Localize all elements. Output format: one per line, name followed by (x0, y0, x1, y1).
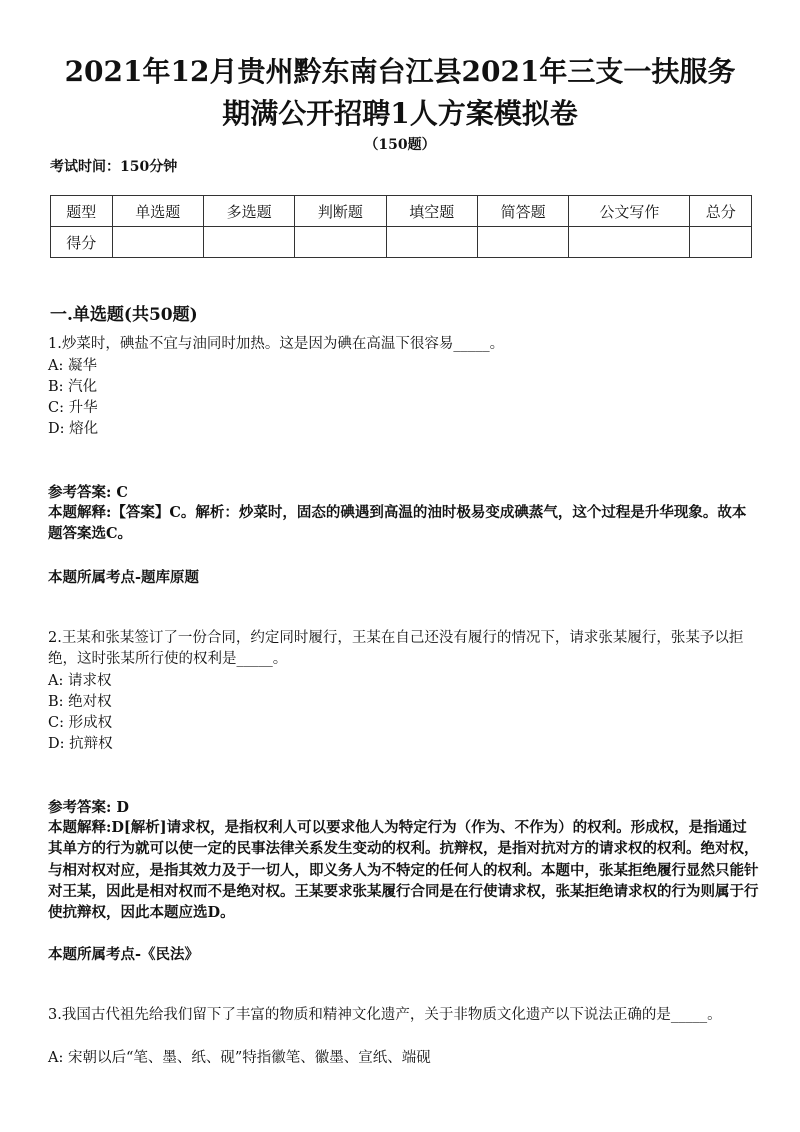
score-table-header: 题型 (51, 196, 113, 227)
question-1-option-d: D: 熔化 (48, 421, 99, 437)
question-2-explanation: 本题解释:D[解析]请求权，是指权利人可以要求他人为特定行为（作为、不作为）的权利。形成权，是指通过其单方的行为就可以使一定的民事法律关系发生变动的权利。抗辩权，是指对抗对方的请求权的权利。绝对权，与相对权对应，是指其效力及于一切人，即义务人为不特定的任何人的权利。本题中，张某拒绝履行显然只能针对王某，因此是相对权而不是绝对权。王某要求张某履行合同是在行使请求权，张某拒绝请求权的行为则属于行使抗辩权，因此本题应选D。 (48, 819, 759, 922)
score-cell (477, 227, 568, 258)
score-table-score-row (51, 227, 752, 258)
score-table-header: 总分 (690, 196, 752, 227)
score-table-header: 单选题 (112, 196, 203, 227)
section-title: 一.单选题(共50题) (50, 305, 198, 325)
score-table-header: 填空题 (386, 196, 477, 227)
score-cell (386, 227, 477, 258)
question-1-text: 1.炒菜时，碘盐不宜与油同时加热。这是因为碘在高温下很容易_____。 (48, 336, 505, 352)
score-cell (295, 227, 386, 258)
score-cell (112, 227, 203, 258)
question-1-answer: 参考答案: C (48, 484, 128, 501)
question-3-option-a: A: 宋朝以后“笔、墨、纸、砚”特指徽笔、徽墨、宣纸、端砚 (48, 1050, 431, 1066)
question-2-option-b: B: 绝对权 (48, 694, 112, 710)
document-title-line2: 期满公开招聘1人方案模拟卷 (222, 97, 578, 130)
question-1-topic: 本题所属考点-题库原题 (48, 569, 200, 586)
question-1-option-a: A: 凝华 (48, 358, 97, 374)
question-2-option-d: D: 抗辩权 (48, 736, 113, 752)
question-count: （150题） (364, 137, 436, 153)
score-table-header: 判断题 (295, 196, 386, 227)
question-3-text: 3.我国古代祖先给我们留下了丰富的物质和精神文化遗产，关于非物质文化遗产以下说法正确的是_____。 (48, 1007, 722, 1023)
score-cell (569, 227, 690, 258)
question-2-answer: 参考答案: D (48, 799, 129, 816)
question-2-option-c: C: 形成权 (48, 715, 113, 731)
question-2-text: 2.王某和张某签订了一份合同，约定同时履行，王某在自己还没有履行的情况下，请求张某履行，张某予以拒绝，这时张某所行使的权利是_____。 (48, 630, 744, 667)
score-table-header-row (51, 196, 752, 227)
score-table-header: 简答题 (477, 196, 568, 227)
question-1-option-b: B: 汽化 (48, 379, 98, 395)
score-table (50, 195, 752, 258)
score-table-header: 多选题 (203, 196, 294, 227)
question-2-topic: 本题所属考点-《民法》 (48, 946, 200, 963)
question-1-option-c: C: 升华 (48, 400, 98, 416)
exam-time: 考试时间：150分钟 (50, 159, 178, 175)
score-cell (690, 227, 752, 258)
document-title-line1: 2021年12月贵州黔东南台江县2021年三支一扶服务 (64, 55, 736, 88)
question-2-option-a: A: 请求权 (48, 673, 112, 689)
score-table-header: 公文写作 (569, 196, 690, 227)
score-cell (203, 227, 294, 258)
score-row-label: 得分 (51, 227, 113, 258)
question-1-explanation: 本题解释:【答案】C。解析：炒菜时，固态的碘遇到高温的油时极易变成碘蒸气，这个过程是升华现象。故本题答案选C。 (48, 504, 747, 543)
